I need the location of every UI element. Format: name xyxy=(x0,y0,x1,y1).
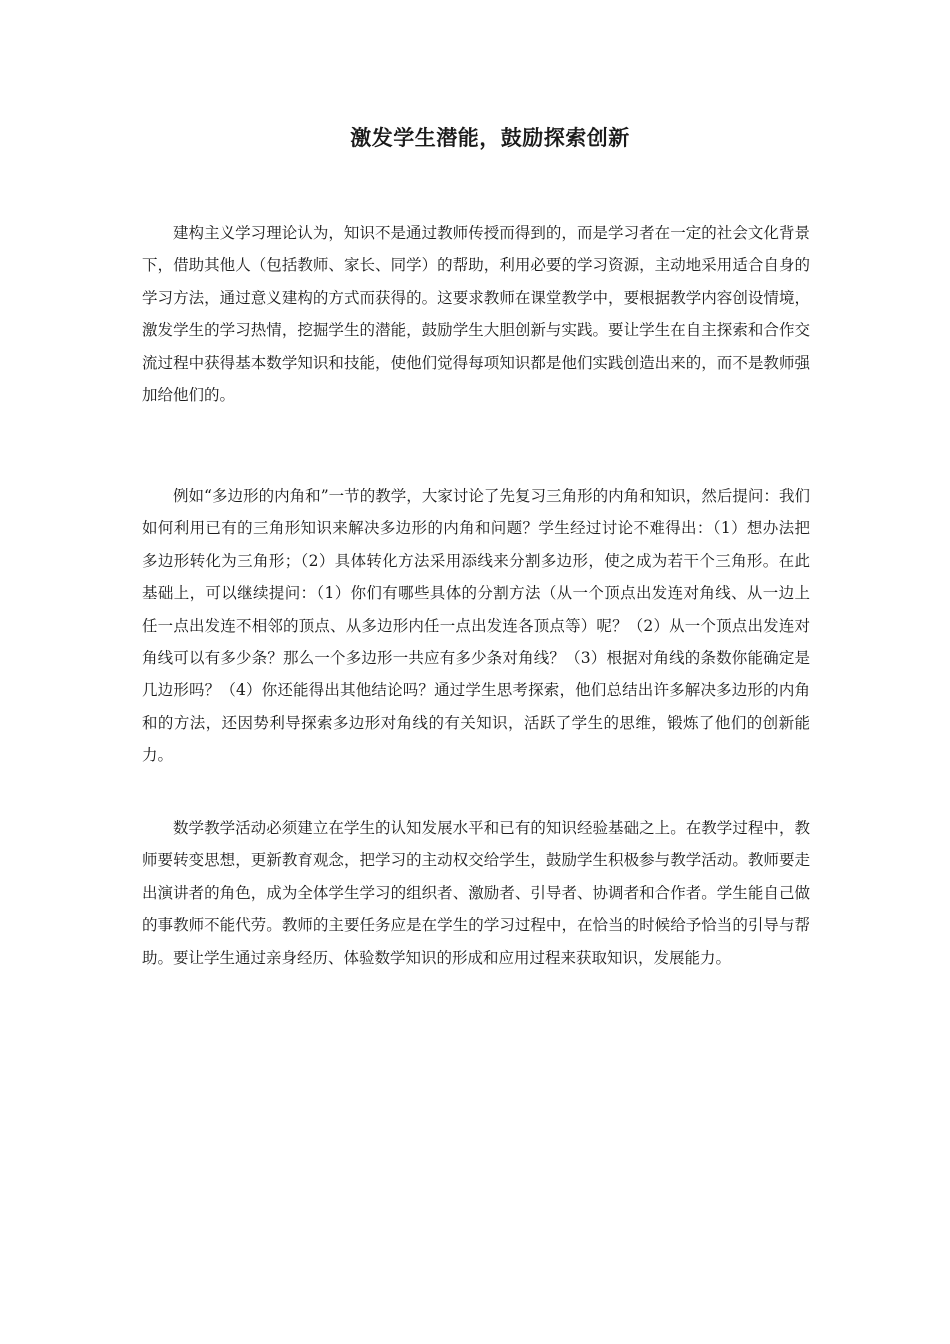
body-paragraph-3: 数学教学活动必须建立在学生的认知发展水平和已有的知识经验基础之上。在教学过程中，教师要转变思想，更新教育观念，把学习的主动权交给学生，鼓励学生积极参与教学活动。教师要走出演讲者的角色，成为全体学生学习的组织者、激励者、引导者、协调者和合作者。学生能自己做的事教师不能代劳。教师的主要任务应是在学生的学习过程中，在恰当的时候给予恰当的引导与帮助。要让学生通过亲身经历、体验数学知识的形成和应用过程来获取知识，发展能力。 xyxy=(142,819,810,967)
page-title: 激发学生潜能，鼓励探索创新 xyxy=(350,125,630,150)
body-paragraph-1: 建构主义学习理论认为，知识不是通过教师传授而得到的，而是学习者在一定的社会文化背景下，借助其他人（包括教师、家长、同学）的帮助，利用必要的学习资源，主动地采用适合自身的学习方法，通过意义建构的方式而获得的。这要求教师在课堂教学中，要根据教学内容创设情境，激发学生的学习热情，挖掘学生的潜能，鼓励学生大胆创新与实践。要让学生在自主探索和合作交流过程中获得基本数学知识和技能，使他们觉得每项知识都是他们实践创造出来的，而不是教师强加给他们的。 xyxy=(142,224,810,405)
body-paragraph-2: 例如“多边形的内角和”一节的教学，大家讨论了先复习三角形的内角和知识，然后提问：我们如何利用已有的三角形知识来解决多边形的内角和问题？学生经过讨论不难得出：（1）想办法把多边形转化为三角形；（2）具体转化方法采用添线来分割多边形，使之成为若干个三角形。在此基础上，可以继续提问：（1）你们有哪些具体的分割方法（从一个顶点出发连对角线、从一边上任一点出发连不相邻的顶点、从多边形内任一点出发连各顶点等）呢？（2）从一个顶点出发连对角线可以有多少条？那么一个多边形一共应有多少条对角线？（3）根据对角线的条数你能确定是几边形吗？（4）你还能得出其他结论吗？通过学生思考探索，他们总结出许多解决多边形的内角和的方法，还因势利导探索多边形对角线的有关知识，活跃了学生的思维，锻炼了他们的创新能力。 xyxy=(142,487,810,765)
